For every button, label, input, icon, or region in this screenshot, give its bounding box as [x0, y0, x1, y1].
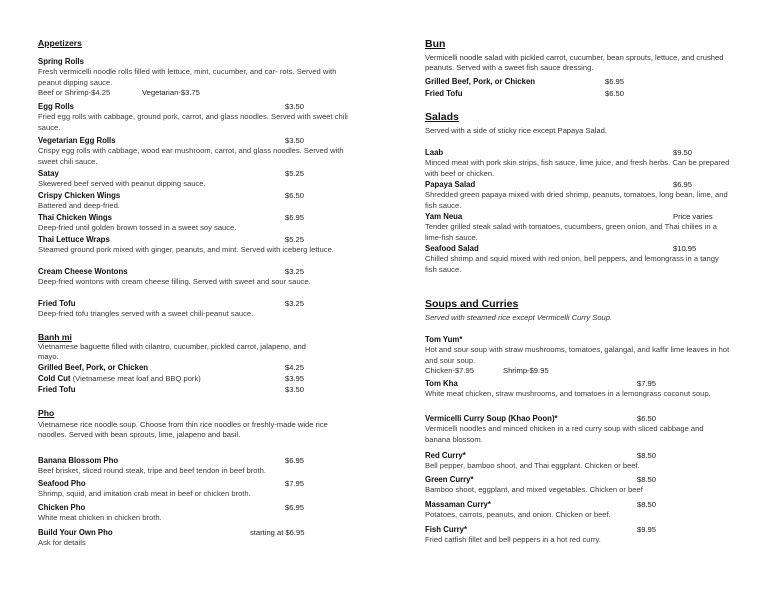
item-name: Satay: [38, 169, 59, 178]
menu-item-crispy-chicken-wings: [38, 191, 350, 212]
item-name: Laab: [425, 148, 444, 157]
item-description: Steamed ground pork mixed with ginger, peanuts, and mint. Served with iceberg lettuce.: [38, 245, 334, 255]
section-note-soups: Served with steamed rice except Vermicelli Curry Soup.: [425, 313, 613, 322]
item-description: Bell pepper, bamboo shoot, and Thai eggplant. Chicken or beef.: [425, 461, 640, 471]
item-price: $10.95: [673, 244, 697, 253]
item-name: Seafood Salad: [425, 244, 479, 253]
item-description: Deep-fried until golden brown tossed in a sweet soy sauce.: [38, 223, 237, 233]
item-name: Fried Tofu: [38, 385, 76, 394]
item-name: Egg Rolls: [38, 102, 74, 111]
menu-item-banana-blossom-pho: [38, 456, 350, 477]
section-note-pho: Vietnamese rice noodle soup. Choose from thin rice noodles or freshly-made wide rice noodles. Served with bean sprouts, lime, jalapeno and basil.: [38, 420, 328, 440]
item-price: $3.25: [285, 267, 305, 276]
menu-item-seafood-pho: [38, 479, 350, 500]
item-name: Green Curry*: [425, 475, 474, 484]
item-price: $6.50: [285, 191, 305, 200]
item-description: Deep-fried tofu triangles served with a sweet chili-peanut sauce.: [38, 309, 254, 319]
section-title-banh-mi: Banh mi: [38, 332, 72, 342]
menu-item-thai-chicken-wings: [38, 213, 350, 234]
item-name: Tom Kha: [425, 379, 458, 388]
item-price-option: Vegetarian-$3.75: [142, 87, 200, 97]
item-description: Fresh vermicelli noodle rolls filled with lettuce, mint, cucumber, and car- rots. Served with peanut dipping sauce.: [38, 67, 337, 87]
menu-item-fried-tofu: [38, 299, 350, 320]
section-title-bun: Bun: [425, 38, 446, 50]
item-price-option: Beef or Shrimp-$4.25: [38, 87, 111, 97]
item-price: $5.25: [285, 235, 305, 244]
item-name: Vegetarian Egg Rolls: [38, 136, 116, 145]
menu-item-tom-yum: [425, 335, 731, 376]
item-price-option: Chicken-$7.95: [425, 365, 474, 375]
menu-item-seafood-salad: [425, 244, 731, 275]
menu-item-vegetarian-egg-rolls: [38, 136, 350, 167]
item-name: Massaman Curry*: [425, 500, 491, 509]
menu-item-grilled-banh-mi: [38, 363, 350, 373]
item-price: Price varies: [673, 212, 713, 221]
section-title-salads: Salads: [425, 111, 459, 123]
menu-item-papaya-salad: [425, 180, 731, 211]
menu-item-fried-tofu-bun: [425, 89, 731, 99]
item-name: Fried Tofu: [38, 299, 76, 308]
menu-item-chicken-pho: [38, 503, 350, 524]
menu-item-cream-cheese-wontons: [38, 267, 350, 288]
item-description: Ask for details: [38, 538, 86, 548]
item-name: Build Your Own Pho: [38, 528, 113, 537]
item-price: $6.50: [605, 89, 625, 98]
item-description: Shredded green papaya mixed with dried shrimp, peanuts, tomatoes, long bean, lime, and fish sauce.: [425, 190, 728, 210]
item-name: Grilled Beef, Pork, or Chicken: [38, 363, 149, 372]
item-description: Vermicelli noodles and minced chicken in a red curry soup with sliced cabbage and banana blossom.: [425, 424, 704, 444]
menu-item-thai-lettuce-wraps: [38, 235, 350, 256]
item-price: $6.95: [285, 213, 305, 222]
item-name: Papaya Salad: [425, 180, 476, 189]
menu-item-fried-tofu-banh-mi: [38, 385, 350, 395]
item-description: White meat chicken, straw mushrooms, and tomatoes in a lemongrass coconut soup.: [425, 389, 711, 399]
item-name: Crispy Chicken Wings: [38, 191, 121, 200]
item-price: $6.50: [637, 414, 657, 423]
menu-item-satay: [38, 169, 350, 190]
item-description: Tender grilled steak salad with tomatoes, cucumbers, green onion, and Thai chilies in a lime-fish sauce.: [425, 222, 717, 242]
item-name-suffix: (Vietnamese meat loaf and BBQ pork): [72, 374, 201, 383]
menu-item-fish-curry: [425, 525, 731, 546]
menu-item-spring-rolls: [38, 57, 350, 98]
item-price: $7.95: [285, 479, 305, 488]
section-title-pho: Pho: [38, 408, 55, 418]
item-price: $6.95: [285, 503, 305, 512]
menu-item-build-your-own-pho: [38, 528, 350, 549]
item-description: Fried egg rolls with cabbage, ground pork, carrot, and glass noodles. Served with sweet chili sauce.: [38, 112, 348, 132]
item-description: Beef brisket, sliced round steak, tripe and beef tendon in beef broth.: [38, 466, 266, 476]
item-name: Chicken Pho: [38, 503, 86, 512]
item-name: Tom Yum*: [425, 335, 463, 344]
item-description: Battered and deep-fried.: [38, 201, 120, 211]
item-description: Minced meat with pork skin strips, fish sauce, lime juice, and fresh herbs. Can be prepared with beef or chicken.: [425, 158, 730, 178]
menu-item-vermicelli-curry-soup: [425, 414, 731, 445]
item-price: $3.50: [285, 136, 305, 145]
item-name: Yam Neua: [425, 212, 463, 221]
item-price: $8.50: [637, 451, 657, 460]
item-description: Crispy egg rolls with cabbage, wood ear mushroom, carrot, and glass noodles. Served with sweet chili sauce.: [38, 146, 344, 166]
item-name: Red Curry*: [425, 451, 466, 460]
item-description: Potatoes, carrots, peanuts, and onion. Chicken or beef.: [425, 510, 611, 520]
menu-item-egg-rolls: [38, 102, 350, 133]
item-description: Skewered beef served with peanut dipping sauce.: [38, 179, 206, 189]
item-name: Spring Rolls: [38, 57, 84, 66]
menu-item-tom-kha: [425, 379, 731, 400]
section-note-salads: Served with a side of sticky rice except Papaya Salad.: [425, 126, 607, 135]
item-description: Chilled shrimp and squid mixed with red onion, bell peppers, and lemongrass in a tangy fish sauce.: [425, 254, 719, 274]
item-name: Grilled Beef, Pork, or Chicken: [425, 77, 536, 86]
item-price: $8.50: [637, 500, 657, 509]
menu-item-laab: [425, 148, 731, 179]
item-price: $9.95: [637, 525, 657, 534]
item-description: Deep-fried wontons with cream cheese filling. Served with sweet and sour sauce.: [38, 277, 311, 287]
item-name: Thai Lettuce Wraps: [38, 235, 110, 244]
menu-item-massaman-curry: [425, 500, 731, 521]
menu-item-cold-cut: [38, 374, 350, 384]
item-price-option: Shrimp-$9.95: [503, 365, 549, 375]
item-price: $9.50: [673, 148, 693, 157]
item-price: $5.25: [285, 169, 305, 178]
item-name: Vermicelli Curry Soup (Khao Poon)*: [425, 414, 558, 423]
item-description: Hot and sour soup with straw mushrooms, tomatoes, galangal, and kaffir lime leaves in hot and sour soup.: [425, 345, 730, 365]
item-name: Thai Chicken Wings: [38, 213, 113, 222]
item-name: Banana Blossom Pho: [38, 456, 119, 465]
menu-item-grilled-bun: [425, 77, 731, 87]
item-name: Cream Cheese Wontons: [38, 267, 128, 276]
menu-item-yam-neua: [425, 212, 731, 243]
item-price: starting at $6.95: [250, 528, 305, 537]
section-title-appetizers: Appetizers: [38, 38, 82, 48]
item-description: Bamboo shoot, eggplant, and mixed vegetables. Chicken or beef: [425, 485, 643, 495]
item-price: $6.95: [285, 456, 305, 465]
item-description: Fried catfish fillet and bell peppers in a hot red curry.: [425, 535, 601, 545]
item-name: Seafood Pho: [38, 479, 86, 488]
item-price: $4.25: [285, 363, 305, 372]
item-price: $3.25: [285, 299, 305, 308]
item-description: Shrimp, squid, and imitation crab meat in beef or chicken broth.: [38, 489, 251, 499]
item-price: $6.95: [673, 180, 693, 189]
item-price: $3.95: [285, 374, 305, 383]
item-price: $3.50: [285, 385, 305, 394]
item-price: $8.50: [637, 475, 657, 484]
item-description: White meat chicken in chicken broth.: [38, 513, 162, 523]
item-name: Fried Tofu: [425, 89, 463, 98]
item-price: $7.95: [637, 379, 657, 388]
item-price: $6.95: [605, 77, 625, 86]
item-price: $3.50: [285, 102, 305, 111]
section-title-soups-curries: Soups and Curries: [425, 298, 519, 310]
item-name: Fish Curry*: [425, 525, 468, 534]
item-name: Cold Cut: [38, 374, 71, 383]
section-note-banh-mi: Vietnamese baguette filled with cilantro, cucumber, pickled carrot, jalapeno, and mayo.: [38, 342, 306, 362]
menu-item-green-curry: [425, 475, 731, 496]
menu-item-red-curry: [425, 451, 731, 472]
section-note-bun: Vermicelli noodle salad with pickled carrot, cucumber, bean sprouts, lettuce, and crushed peanuts. Served with a sweet fish sauce dressing.: [425, 53, 724, 73]
